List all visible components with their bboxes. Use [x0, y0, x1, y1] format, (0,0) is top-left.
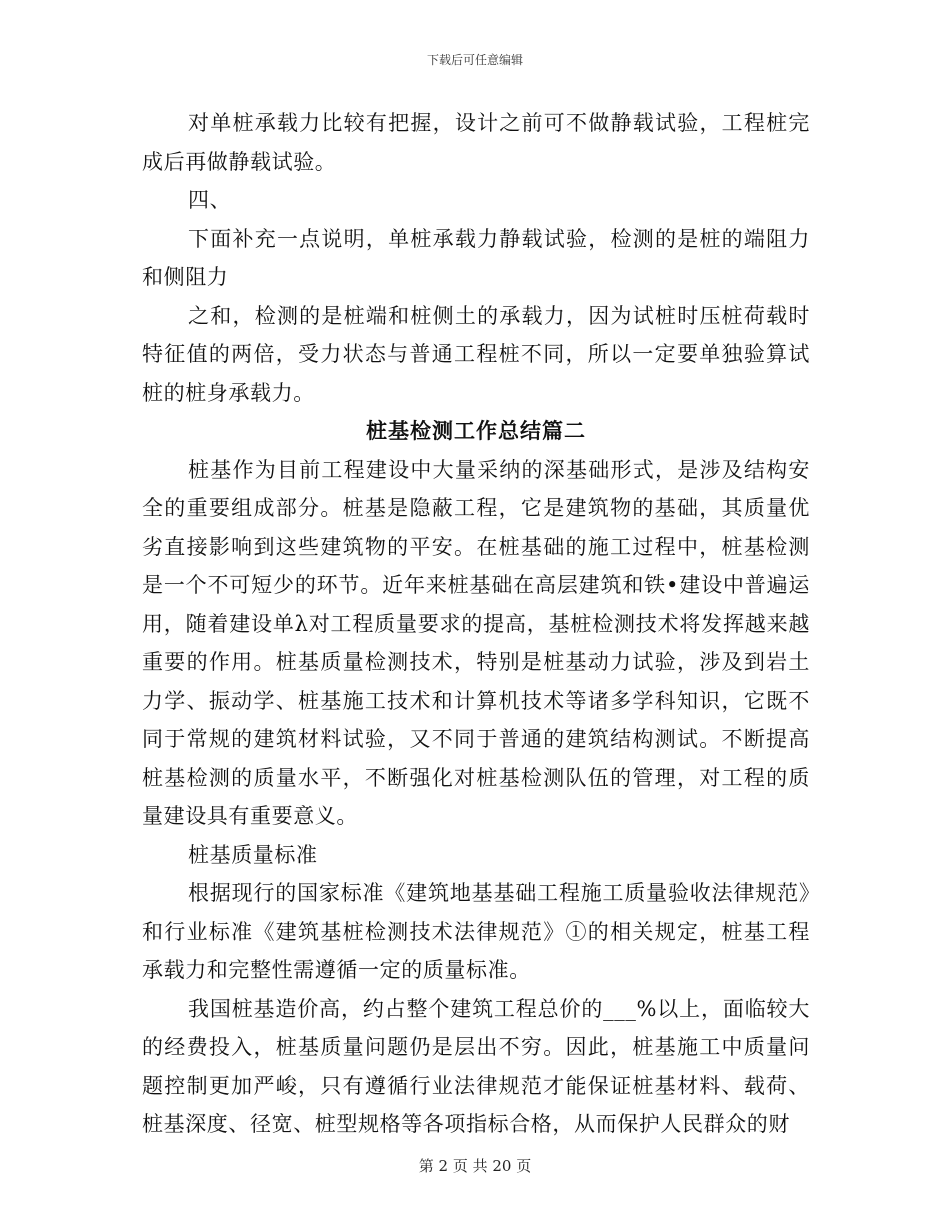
paragraph: 桩基质量标准: [188, 842, 318, 867]
paragraph: 四、: [188, 188, 232, 212]
document-body: [142, 104, 810, 1144]
paragraph: 我国桩基造价高，约占整个建筑工程总价的___%以上，面临较大的经费投入，桩基质量问题仍是层出不穷。因此，桩基施工中质量问题控制更加严峻，只有遵循行业法律规范才能保证桩基材料、载荷、桩基深度、径宽、桩型规格等各项指标合格，从而保护人民群众的财: [142, 996, 810, 1136]
page-header: 下载后可任意编辑: [426, 53, 523, 67]
paragraph: 对单桩承载力比较有把握，设计之前可不做静载试验，工程桩完成后再做静载试验。: [142, 111, 810, 174]
paragraph: 之和，检测的是桩端和桩侧土的承载力，因为试桩时压桩荷载时特征值的两倍，受力状态与普通工程桩不同，所以一定要单独验算试桩的桩身承载力。: [142, 303, 810, 405]
paragraph: 下面补充一点说明，单桩承载力静载试验，检测的是桩的端阻力和侧阻力: [142, 226, 810, 289]
paragraph: 桩基作为目前工程建设中大量采纳的深基础形式，是涉及结构安全的重要组成部分。桩基是隐蔽工程，它是建筑物的基础，其质量优劣直接影响到这些建筑物的平安。在桩基础的施工过程中，桩基检测是一个不可短少的环节。近年来桩基础在高层建筑和铁•建设中普遍运用，随着建设单λ对工程质量要求的提高，基桩检测技术将发挥越来越重要的作用。桩基质量检测技术，特别是桩基动力试验，涉及到岩土力学、振动学、桩基施工技术和计算机技术等诸多学科知识，它既不同于常规的建筑材料试验，又不同于普通的建筑结构测试。不断提高桩基检测的质量水平，不断强化对桩基检测队伍的管理，对工程的质量建设具有重要意义。: [142, 457, 810, 828]
paragraph: 根据现行的国家标准《建筑地基基础工程施工质量验收法律规范》和行业标准《建筑基桩检测技术法律规范》①的相关规定，桩基工程承载力和完整性需遵循一定的质量标准。: [142, 881, 810, 982]
section-title: 桩基检测工作总结篇二: [366, 418, 586, 443]
page-number: 第 2 页 共 20 页: [418, 1157, 532, 1175]
